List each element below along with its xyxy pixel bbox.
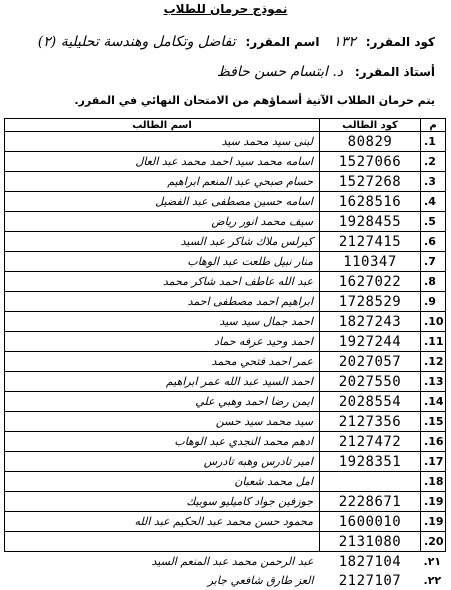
student-code: 1600010 (320, 512, 421, 532)
row-number: ٢٢. (421, 571, 446, 590)
table-row (5, 372, 446, 392)
student-name: محمود حسن محمد عبد الحكيم عبد الله (5, 512, 320, 532)
row-number: 8. (421, 272, 446, 292)
student-code: 1728529 (320, 292, 421, 312)
student-name: جوزفين جواد كاميليو سوبيك (5, 492, 320, 512)
table-row (5, 312, 446, 332)
student-name: اسامه حسين مصطفى عبد الفضيل (5, 192, 320, 212)
row-number: 12. (421, 352, 446, 372)
students-table (4, 118, 446, 590)
student-code: 1627022 (320, 272, 421, 292)
table-row (5, 212, 446, 232)
table-row (5, 332, 446, 352)
row-number: 9. (421, 292, 446, 312)
student-code: 1927244 (320, 332, 421, 352)
row-number: 19. (421, 512, 446, 532)
header-num: م (421, 119, 446, 132)
course-name-value: تفاضل وتكامل وهندسة تحليلية (٢) (38, 34, 236, 50)
student-code: 1928351 (320, 452, 421, 472)
student-code: 1527066 (320, 152, 421, 172)
row-number: 4. (421, 192, 446, 212)
row-number: 17. (421, 452, 446, 472)
student-name: احمد وحيد عرفه حماد (5, 332, 320, 352)
student-name: ادهم محمد النجدي عبد الوهاب (5, 432, 320, 452)
table-row (5, 552, 446, 572)
row-number: 7. (421, 252, 446, 272)
row-number: 13. (421, 372, 446, 392)
table-row (5, 192, 446, 212)
student-name: احمد السيد عبد الله عمر ابراهيم (5, 372, 320, 392)
row-number: 2. (421, 152, 446, 172)
professor-info (217, 64, 435, 80)
student-code: 2027550 (320, 372, 421, 392)
row-number: 11. (421, 332, 446, 352)
student-name: اسامه محمد سيد احمد محمد عبد العال (5, 152, 320, 172)
student-code (320, 472, 421, 492)
student-code: 2127356 (320, 412, 421, 432)
row-number: 19. (421, 492, 446, 512)
student-code: 2228671 (320, 492, 421, 512)
student-name: حسام صبحي عبد المنعم ابراهيم (5, 172, 320, 192)
row-number: 16. (421, 432, 446, 452)
student-code: 110347 (320, 252, 421, 272)
student-name: امل محمد شعبان (5, 472, 320, 492)
table-header-row (5, 119, 446, 132)
student-code: 1527268 (320, 172, 421, 192)
header-code: كود الطالب (320, 119, 421, 132)
instruction-text: يتم حرمان الطلاب الآتية أسماؤهم من الامتحان النهائي في المقرر. (74, 94, 435, 107)
student-name: سيف محمد انور رياض (5, 212, 320, 232)
table-row (5, 532, 446, 552)
table-row (5, 272, 446, 292)
student-name: عمر احمد فتحي محمد (5, 352, 320, 372)
student-name: منار نبيل طلعت عبد الوهاب (5, 252, 320, 272)
row-number: 10. (421, 312, 446, 332)
table-row (5, 232, 446, 252)
student-code: 1928455 (320, 212, 421, 232)
table-row (5, 472, 446, 492)
course-info (38, 34, 435, 50)
student-code: 2027057 (320, 352, 421, 372)
student-name: العز طارق شافعي جابر (5, 571, 320, 590)
student-name: ايمن رضا احمد وهبي علي (5, 392, 320, 412)
table-row (5, 412, 446, 432)
student-code: 2131080 (320, 532, 421, 552)
table-row (5, 571, 446, 590)
student-name: امير تادرس وهبه تادرس (5, 452, 320, 472)
table-row (5, 132, 446, 152)
student-code: 80829 (320, 132, 421, 152)
table-row (5, 492, 446, 512)
table-row (5, 432, 446, 452)
form-title: نموذج حرمان للطلاب (0, 2, 451, 16)
student-name: عبد الله عاطف احمد شاكر محمد (5, 272, 320, 292)
row-number: 5. (421, 212, 446, 232)
student-code: 1827104 (320, 552, 421, 572)
student-name: لبنى سيد محمد سيد (5, 132, 320, 152)
student-name: احمد جمال سيد سيد (5, 312, 320, 332)
course-name-label: اسم المقرر: (245, 35, 319, 49)
table-row (5, 292, 446, 312)
table-row (5, 452, 446, 472)
table-body (5, 132, 446, 590)
professor-label: أستاذ المقرر: (355, 65, 435, 79)
row-number: 14. (421, 392, 446, 412)
student-code: 2127472 (320, 432, 421, 452)
row-number: 1. (421, 132, 446, 152)
table-row (5, 512, 446, 532)
student-code: 2127107 (320, 571, 421, 590)
student-name (5, 532, 320, 552)
student-name: عبد الرحمن محمد عبد المنعم السيد (5, 552, 320, 572)
student-code: 2028554 (320, 392, 421, 412)
professor-value: د. ابتسام حسن حافظ (217, 64, 343, 80)
row-number: 3. (421, 172, 446, 192)
table-row (5, 352, 446, 372)
student-name: سيد محمد سيد حسن (5, 412, 320, 432)
student-code: 1628516 (320, 192, 421, 212)
table-row (5, 392, 446, 412)
row-number: ٢١. (421, 552, 446, 572)
row-number: 18. (421, 472, 446, 492)
student-code: 2127415 (320, 232, 421, 252)
table-row (5, 252, 446, 272)
table-row (5, 152, 446, 172)
table-row (5, 172, 446, 192)
header-name: اسم الطالب (5, 119, 320, 132)
row-number: 20. (421, 532, 446, 552)
student-code: 1827243 (320, 312, 421, 332)
course-code-value: ١٣٢ (333, 34, 356, 50)
row-number: 15. (421, 412, 446, 432)
student-name: ابراهيم احمد مصطفى احمد (5, 292, 320, 312)
course-code-label: كود المقرر: (366, 35, 435, 49)
student-name: كيرلس ملاك شاكر عبد السيد (5, 232, 320, 252)
row-number: 6. (421, 232, 446, 252)
